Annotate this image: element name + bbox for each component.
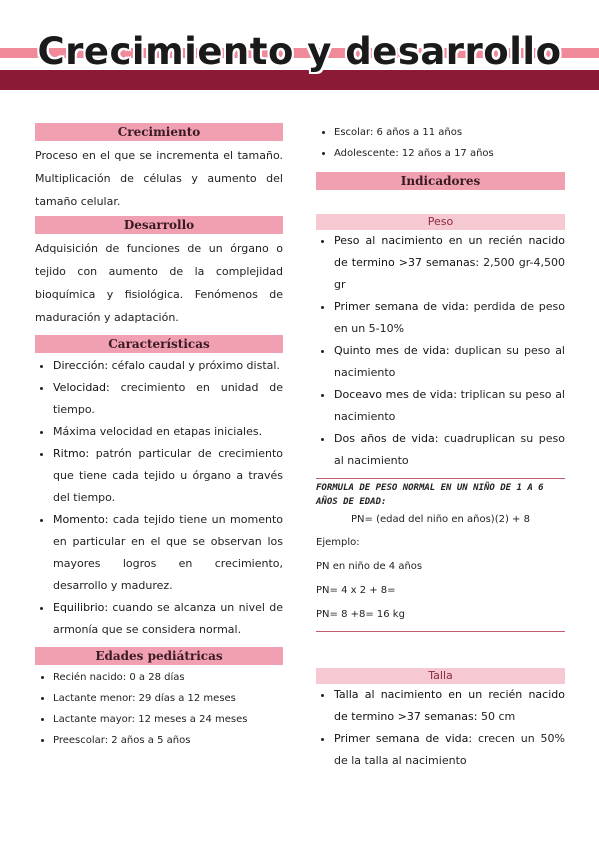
section-heading-indicadores: Indicadores — [316, 172, 565, 190]
left-column — [35, 123, 283, 751]
list-item: • Máxima velocidad en etapas iniciales. — [53, 421, 283, 443]
list-item: • Peso al nacimiento en un recién nacido de termino >37 semanas: 2,500 gr-4,500 gr — [334, 230, 565, 296]
list-item: • Equilibrio: cuando se alcanza un nivel de armonía que se considera normal. — [53, 597, 283, 641]
formula-title: FORMULA DE PESO NORMAL EN UN NIÑO DE 1 A 6 AÑOS DE EDAD: — [316, 483, 544, 507]
formula-equation: PN= (edad del niño en años)(2) + 8 — [351, 514, 530, 525]
list-item: • Dos años de vida: cuadruplican su peso al nacimiento — [334, 428, 565, 472]
list-item: • Lactante menor: 29 días a 12 meses — [53, 688, 283, 709]
list-item: • Talla al nacimiento en un recién nacido de termino >37 semanas: 50 cm — [334, 684, 565, 728]
crecimiento-text: Proceso en el que se incrementa el tamaño. Multiplicación de células y aumento del tamaño celular. — [35, 149, 283, 208]
section-heading-desarrollo: Desarrollo — [35, 216, 283, 234]
list-item: • Lactante mayor: 12 meses a 24 meses — [53, 709, 283, 730]
title-band — [0, 70, 599, 90]
example-case: PN en niño de 4 años — [316, 561, 423, 572]
right-column — [316, 123, 565, 772]
example-label: Ejemplo: — [316, 537, 360, 548]
list-item: • Quinto mes de vida: duplican su peso al nacimiento — [334, 340, 565, 384]
list-item: • Ritmo: patrón particular de crecimiento que tiene cada tejido u órgano a través del tiempo. — [53, 443, 283, 509]
desarrollo-text: Adquisición de funciones de un órgano o tejido con aumento de la complejidad bioquímica y fisiológica. Fenómenos de maduración y adaptación. — [35, 242, 283, 324]
list-item: • Doceavo mes de vida: triplican su peso al nacimiento — [334, 384, 565, 428]
list-item: • Escolar: 6 años a 11 años — [334, 122, 565, 143]
list-item: • Primer semana de vida: crecen un 50% de la talla al nacimiento — [334, 728, 565, 772]
edades-list — [35, 667, 283, 751]
formula-box — [316, 478, 565, 632]
section-heading-crecimiento: Crecimiento — [35, 123, 283, 141]
example-step-2: PN= 8 +8= 16 kg — [316, 609, 405, 620]
talla-list — [316, 684, 565, 772]
list-item: • Preescolar: 2 años a 5 años — [53, 730, 283, 751]
list-item: • Momento: cada tejido tiene un momento en particular en el que se observan los mayores logros en crecimiento, desarrollo y madurez. — [53, 509, 283, 597]
section-heading-caracteristicas: Características — [35, 335, 283, 353]
subheading-peso: Peso — [316, 214, 565, 230]
list-item: • Velocidad: crecimiento en unidad de tiempo. — [53, 377, 283, 421]
section-heading-edades: Edades pediátricas — [35, 647, 283, 665]
caracteristicas-list — [35, 355, 283, 641]
list-item: • Recién nacido: 0 a 28 días — [53, 667, 283, 688]
example-step-1: PN= 4 x 2 + 8= — [316, 585, 396, 596]
list-item: • Dirección: céfalo caudal y próximo distal. — [53, 355, 283, 377]
list-item: • Adolescente: 12 años a 17 años — [334, 143, 565, 164]
edades-continued-list — [316, 122, 565, 164]
page-title: Crecimiento y desarrollo — [37, 30, 562, 73]
subheading-talla: Talla — [316, 668, 565, 684]
peso-list — [316, 230, 565, 472]
list-item: • Primer semana de vida: perdida de peso en un 5-10% — [334, 296, 565, 340]
